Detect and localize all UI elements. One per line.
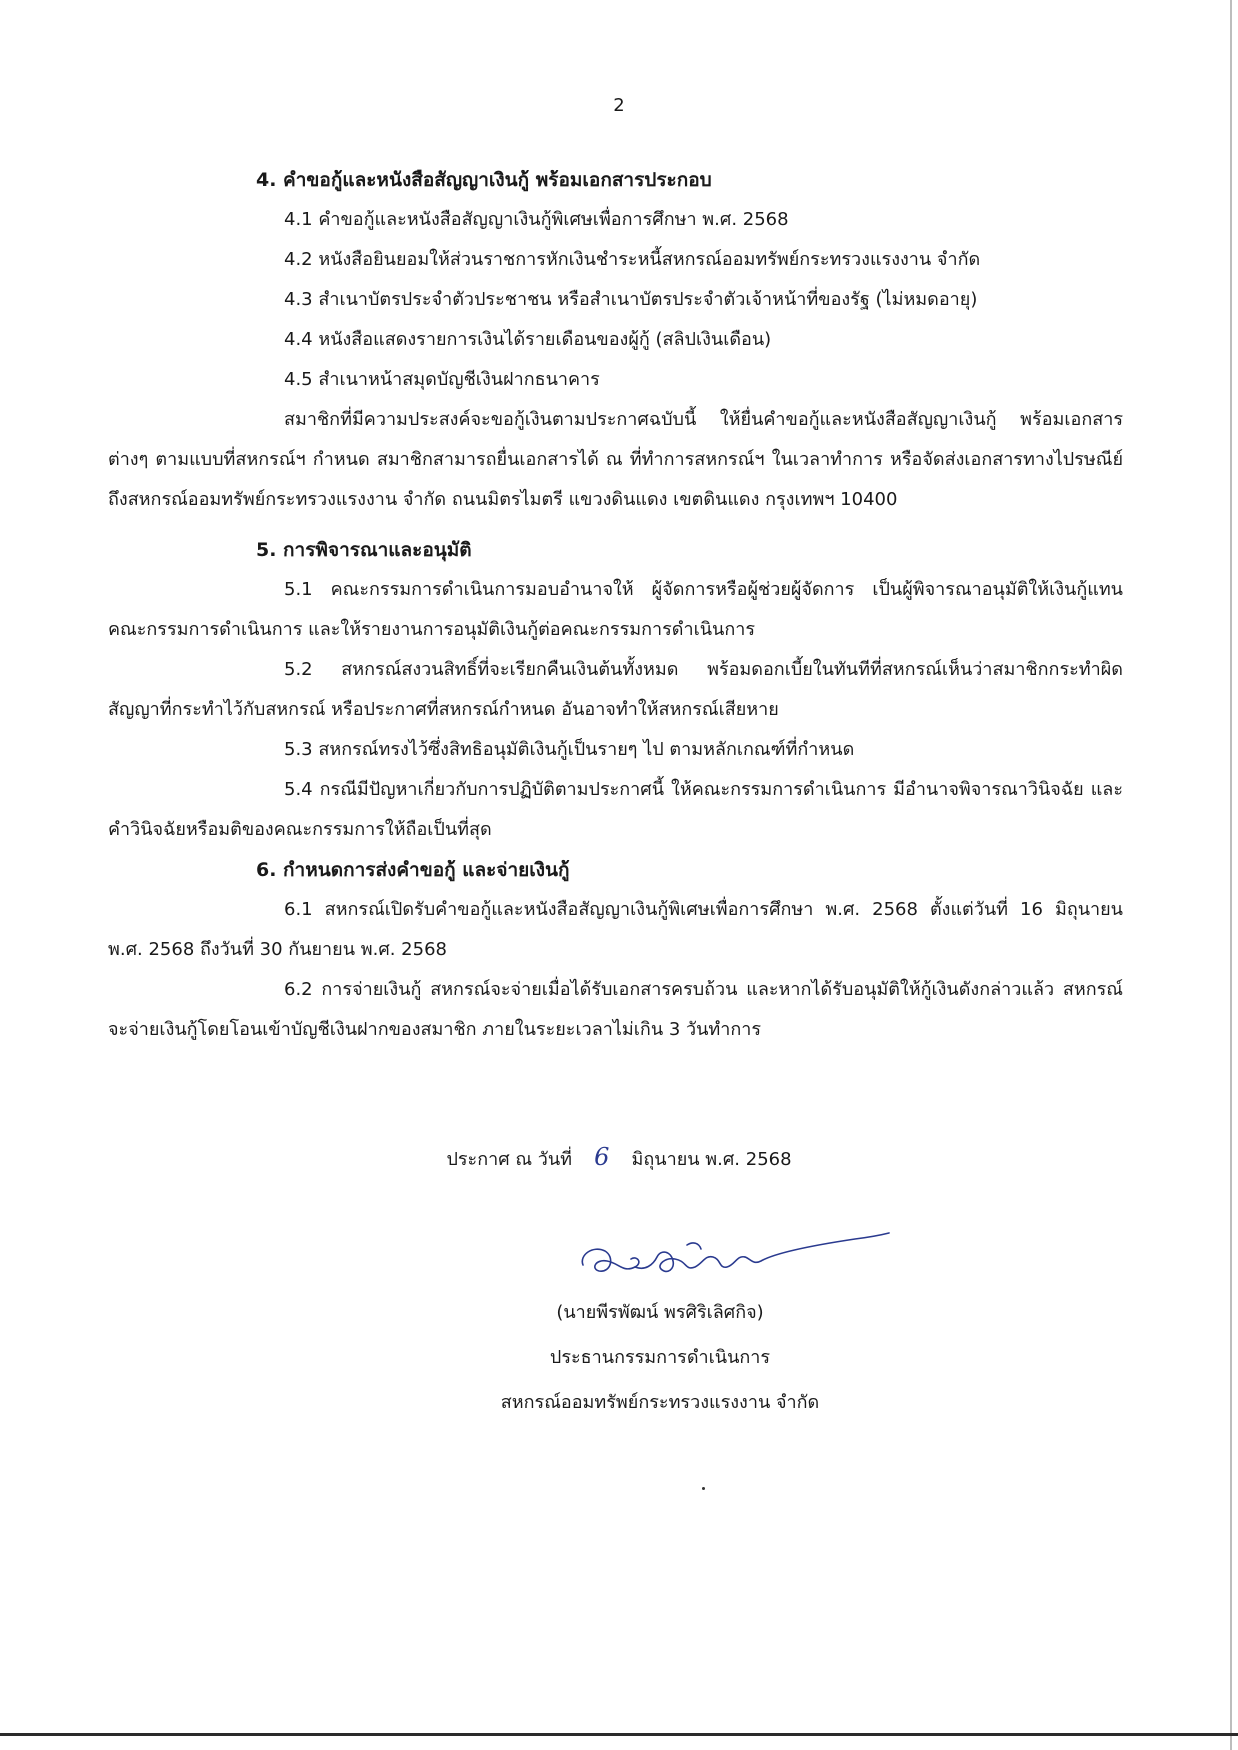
section-5-paragraph: 5.4 กรณีมีปัญหาเกี่ยวกับการปฏิบัติตามประกาศนี้ ให้คณะกรรมการดำเนินการ มีอำนาจพิจารณาวินิจฉัย และคำวินิจฉัยหรือมติของคณะกรรมการให้ถือเป็นที่สุด [108,779,1123,840]
announcement-prefix: ประกาศ ณ วันที่ [446,1149,573,1170]
announcement-suffix: มิถุนายน พ.ศ. 2568 [631,1149,792,1170]
scan-edge-bottom [0,1733,1238,1736]
signature-image [575,1215,895,1295]
section-4-item: 4.3 สำเนาบัตรประจำตัวประชาชน หรือสำเนาบัตรประจำตัวเจ้าหน้าที่ของรัฐ (ไม่หมดอายุ) [284,289,978,310]
signer-position: ประธานกรรมการดำเนินการ [549,1347,771,1368]
section-5-heading: 5. การพิจารณาและอนุมัติ [256,539,472,561]
section-5-paragraph: 5.3 สหกรณ์ทรงไว้ซึ่งสิทธิอนุมัติเงินกู้เป็นรายๆ ไป ตามหลักเกณฑ์ที่กำหนด [284,739,855,760]
scan-edge-right [1230,0,1232,1750]
document-body [108,160,1123,1050]
section-5-paragraph: 5.2 สหกรณ์สงวนสิทธิ์ที่จะเรียกคืนเงินต้นทั้งหมด พร้อมดอกเบี้ยในทันทีที่สหกรณ์เห็นว่าสมาชิกกระทำผิดสัญญาที่กระทำไว้กับสหกรณ์ หรือประกาศที่สหกรณ์กำหนด อันอาจทำให้สหกรณ์เสียหาย [108,659,1123,720]
section-6-paragraph: 6.1 สหกรณ์เปิดรับคำขอกู้และหนังสือสัญญาเงินกู้พิเศษเพื่อการศึกษา พ.ศ. 2568 ตั้งแต่วันที่ 16 มิถุนายน พ.ศ. 2568 ถึงวันที่ 30 กันยายน พ.ศ. 2568 [108,899,1123,960]
signer-name: (นายพีรพัฒน์ พรศิริเลิศกิจ) [556,1302,764,1323]
scan-speck [702,1487,705,1490]
page-number: 2 [613,95,625,116]
announcement-day-handwritten: 6 [594,1143,610,1171]
signer-organization: สหกรณ์ออมทรัพย์กระทรวงแรงงาน จำกัด [500,1392,820,1413]
section-4-paragraph: สมาชิกที่มีความประสงค์จะขอกู้เงินตามประกาศฉบับนี้ ให้ยื่นคำขอกู้และหนังสือสัญญาเงินกู้ พร้อมเอกสารต่างๆ ตามแบบที่สหกรณ์ฯ กำหนด สมาชิกสามารถยื่นเอกสารได้ ณ ที่ทำการสหกรณ์ฯ ในเวลาทำการ หรือจัดส่งเอกสารทางไปรษณีย์ถึงสหกรณ์ออมทรัพย์กระทรวงแรงงาน จำกัด ถนนมิตรไมตรี แขวงดินแดง เขตดินแดง กรุงเทพฯ 10400 [108,409,1123,510]
section-4-item: 4.1 คำขอกู้และหนังสือสัญญาเงินกู้พิเศษเพื่อการศึกษา พ.ศ. 2568 [284,209,789,230]
section-4-item: 4.5 สำเนาหน้าสมุดบัญชีเงินฝากธนาคาร [284,369,600,390]
section-4-heading: 4. คำขอกู้และหนังสือสัญญาเงินกู้ พร้อมเอกสารประกอบ [256,169,712,191]
announcement-date [0,1143,1238,1173]
signer-block [490,1290,830,1425]
section-4-item: 4.4 หนังสือแสดงรายการเงินได้รายเดือนของผู้กู้ (สลิปเงินเดือน) [284,329,772,350]
section-4-item: 4.2 หนังสือยินยอมให้ส่วนราชการหักเงินชำระหนี้สหกรณ์ออมทรัพย์กระทรวงแรงงาน จำกัด [284,249,981,270]
section-6-heading: 6. กำหนดการส่งคำขอกู้ และจ่ายเงินกู้ [256,859,570,881]
section-6-paragraph: 6.2 การจ่ายเงินกู้ สหกรณ์จะจ่ายเมื่อได้รับเอกสารครบถ้วน และหากได้รับอนุมัติให้กู้เงินดังกล่าวแล้ว สหกรณ์จะจ่ายเงินกู้โดยโอนเข้าบัญชีเงินฝากของสมาชิก ภายในระยะเวลาไม่เกิน 3 วันทำการ [108,979,1123,1040]
section-5-paragraph: 5.1 คณะกรรมการดำเนินการมอบอำนาจให้ ผู้จัดการหรือผู้ช่วยผู้จัดการ เป็นผู้พิจารณาอนุมัติให้เงินกู้แทนคณะกรรมการดำเนินการ และให้รายงานการอนุมัติเงินกู้ต่อคณะกรรมการดำเนินการ [108,579,1123,640]
